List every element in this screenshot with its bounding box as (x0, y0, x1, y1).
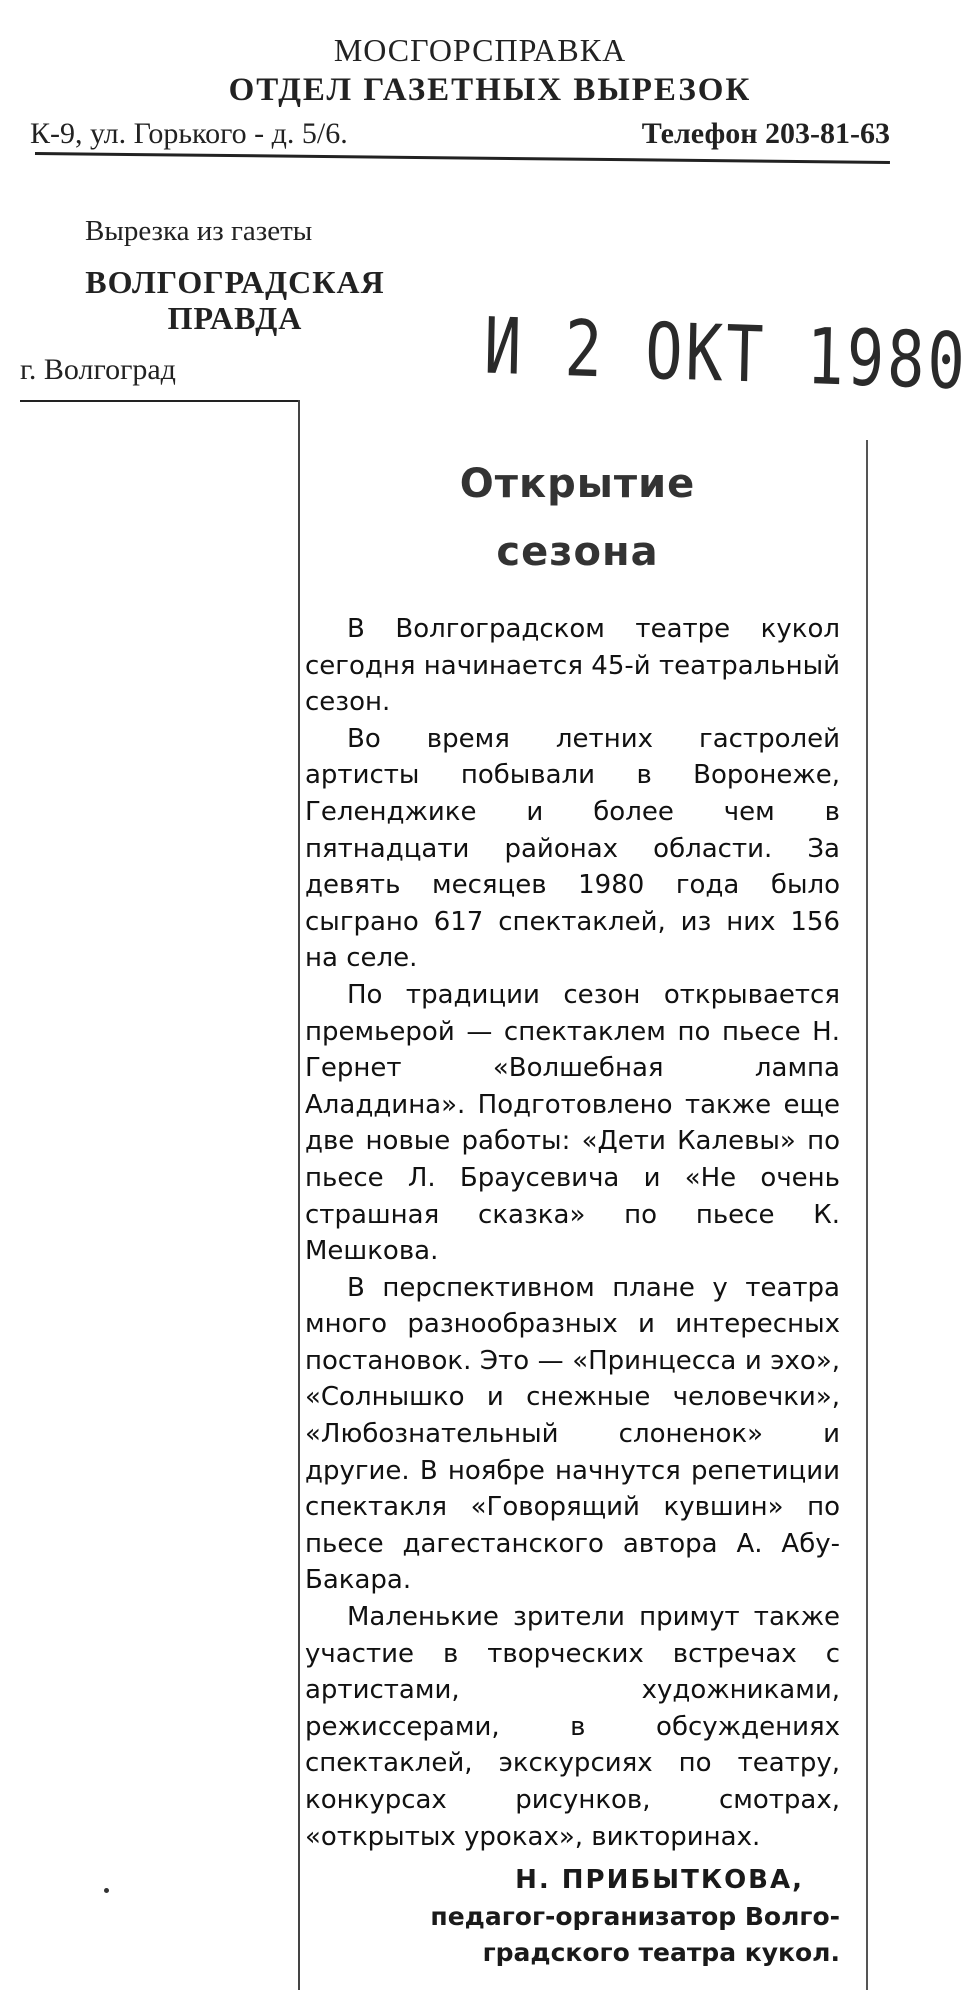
paragraph: По традиции сезон открывается премьерой — спектаклем по пьесе Н. Гернет «Волшебная лампа Аладдина». Подготовлено также еще две новые работы: «Дети Калевы» по пьесе Л. Браусевича и «Не очень страшная сказка» по пьесе К. Мешкова. (305, 979, 840, 1267)
source-block (20, 210, 420, 390)
newspaper-name (50, 264, 420, 336)
source-label: Вырезка из газеты (85, 215, 313, 247)
author-role-line2: градского театра кукол. (482, 1938, 840, 1968)
phone: Телефон 203-81-63 (641, 117, 890, 150)
article (305, 455, 840, 1971)
newspaper-name-line1: ВОЛГОГРАДСКАЯ (85, 264, 385, 300)
department-name: ОТДЕЛ ГАЗЕТНЫХ ВЫРЕЗОК (228, 72, 752, 108)
paragraph: В перспективном плане у театра много разнообразных и интересных постановок. Это — «Принцесса и эхо», «Солнышко и снежные человечки», «Любознательный слоненок» и другие. В ноябре начнутся репетиции спектакля «Говорящий кувшин» по пьесе дагестанского автора А. Абу-Бакара. (305, 1272, 840, 1596)
newspaper-name-line2: ПРАВДА (167, 300, 303, 336)
paragraph: В Волгоградском театре кукол сегодня начинается 45-й театральный сезон. (305, 614, 840, 718)
clipping-service-stamp (30, 30, 890, 154)
paragraph: Во время летних гастролей артисты побывали в Воронеже, Геленджике и более чем в пятнадцати районах области. За девять месяцев 1980 года было сыграно 617 спектаклей, из них 156 на селе. (305, 723, 840, 974)
column-rule-right (866, 440, 868, 1990)
org-name: МОСГОРСПРАВКА (333, 32, 627, 68)
city: г. Волгоград (20, 353, 176, 386)
author-name: Н. ПРИБЫТКОВА, (515, 1865, 804, 1896)
paragraph: Маленькие зрители примут также участие в творческих встречах с артистами, художниками, режиссерами, в обсуждениях спектаклей, экскурсиях по театру, конкурсах рисунков, смотрах, «открытых уроках», викторинах. (305, 1602, 840, 1852)
headline-line1: Открытие (459, 461, 696, 507)
address: К-9, ул. Горького - д. 5/6. (30, 117, 348, 150)
signature (305, 1861, 840, 1971)
ink-speck (104, 1888, 109, 1893)
source-divider (20, 400, 300, 402)
headline-line2: сезона (496, 529, 659, 575)
column-rule-left (298, 400, 300, 1990)
date-stamp: И 2 ОКТ 1980 (483, 300, 969, 408)
author-role-line1: педагог-организатор Волго- (430, 1902, 840, 1932)
address-row (30, 114, 890, 154)
article-body (305, 611, 840, 1855)
